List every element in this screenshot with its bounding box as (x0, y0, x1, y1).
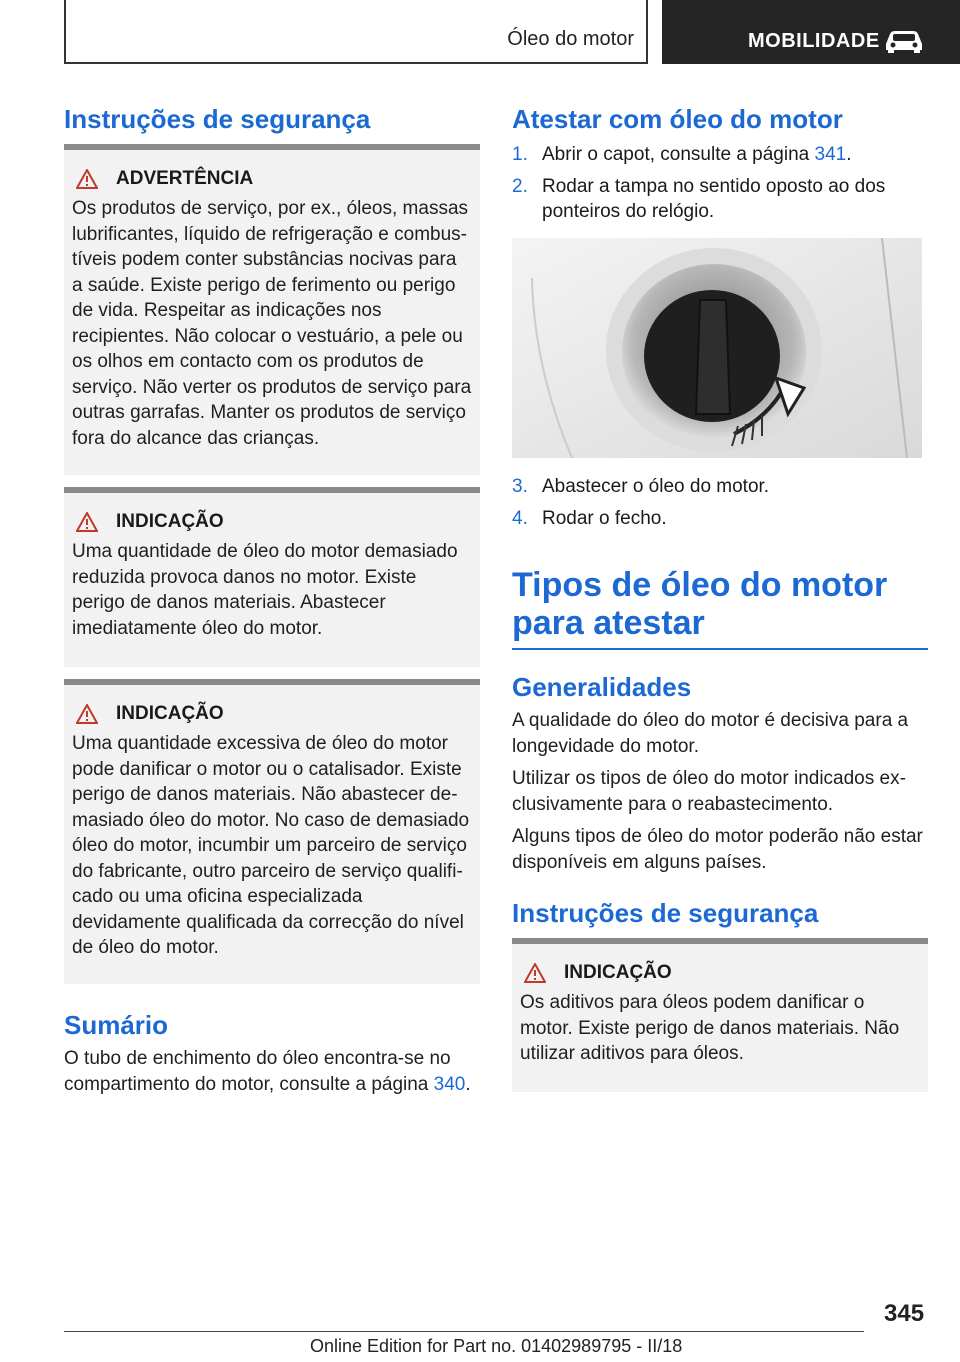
page-number: 345 (884, 1300, 925, 1327)
edition-footer: Online Edition for Part no. 01402989795 - II/18 (310, 1336, 683, 1356)
list-item: 3. Abastecer o óleo do motor. (512, 476, 770, 497)
notice-title: INDICAÇÃO (116, 703, 224, 724)
list-item: 4. Rodar o fecho. (512, 507, 667, 529)
warning-title: ADVERTÊNCIA (116, 168, 254, 189)
header-section-tab (64, 0, 648, 64)
list-item: 2. Rodar a tampa no sentido oposto ao dos ponteiros do relógio. (512, 175, 886, 222)
oil-types-heading: Tipos de óleo do motor para atestar (512, 566, 928, 650)
notice-title: INDICAÇÃO (116, 511, 224, 532)
warning-box (64, 144, 480, 475)
general-paragraph: Alguns tipos de óleo do motor poderão não estar disponíveis em alguns países. (512, 826, 923, 873)
warning-text: Os produtos de serviço, por ex., óleos, massas lubrificantes, líquido de refrigeração e combustíveis podem conter substâncias nocivas para a saúde. Existe perigo de ferimento ou perigo de vida. Respeitar as indicações nos recipientes. Não colocar o vestuário, a pele ou os olhos em contacto com os produtos de serviço. Não verter os produtos de serviço para outras garrafas. Manter os produtos de serviço fora do alcance das crianças. (72, 198, 472, 449)
refill-heading: Atestar com óleo do motor (512, 104, 843, 134)
notice-title: INDICAÇÃO (564, 962, 672, 983)
notice-box (512, 938, 928, 1092)
notice-text: Os aditivos para óleos podem danificar o motor. Existe perigo de danos materiais. Não utilizar aditivos para óleos. (520, 992, 900, 1064)
general-paragraph: Utilizar os tipos de óleo do motor indicados exclusivamente para o reabastecimento. (512, 768, 906, 815)
notice-box (64, 487, 480, 667)
footer-divider (64, 1331, 864, 1332)
summary-heading: Sumário (64, 1010, 169, 1040)
oil-cap-photo (512, 238, 922, 458)
warning-triangle-icon (76, 512, 98, 532)
warning-triangle-icon (524, 963, 546, 983)
warning-triangle-icon (76, 169, 98, 189)
steps-list (512, 474, 928, 537)
safety-heading: Instruções de segurança (512, 898, 819, 928)
header-section-title: Óleo do motor (507, 28, 634, 50)
summary-text: O tubo de enchimento do óleo encontra-se no compartimento do motor, consulte a página 340. (64, 1048, 471, 1095)
steps-list (512, 142, 928, 231)
warning-triangle-icon (76, 704, 98, 724)
header-chapter-title: MOBILIDADE (748, 30, 880, 52)
general-paragraph: A qualidade do óleo do motor é decisiva para a longevidade do motor. (512, 710, 909, 757)
notice-box (64, 679, 480, 984)
car-icon (882, 26, 926, 54)
general-heading: Generalidades (512, 672, 692, 702)
list-item: 1. Abrir o capot, consulte a página 341. (512, 144, 852, 165)
safety-heading: Instruções de segurança (64, 104, 371, 134)
header-chapter-tab (662, 0, 960, 64)
notice-text: Uma quantidade de óleo do motor demasiado reduzida provoca danos no motor. Existe perigo de danos materiais. Abastecer imediatamente óleo do motor. (72, 541, 458, 639)
page-link[interactable]: 341 (814, 144, 847, 165)
notice-text: Uma quantidade excessiva de óleo do motor pode danificar o motor ou o catalisador. Existe perigo de danos materiais. Não abastecer demasiado óleo do motor. No caso de demasiado óleo do motor, incumbir um parceiro de serviço do fabricante, outro parceiro de serviço qualificado ou uma oficina especializada devidamente qualificada da correcção do nível de óleo do motor. (72, 733, 470, 958)
page-link[interactable]: 340 (433, 1073, 466, 1095)
